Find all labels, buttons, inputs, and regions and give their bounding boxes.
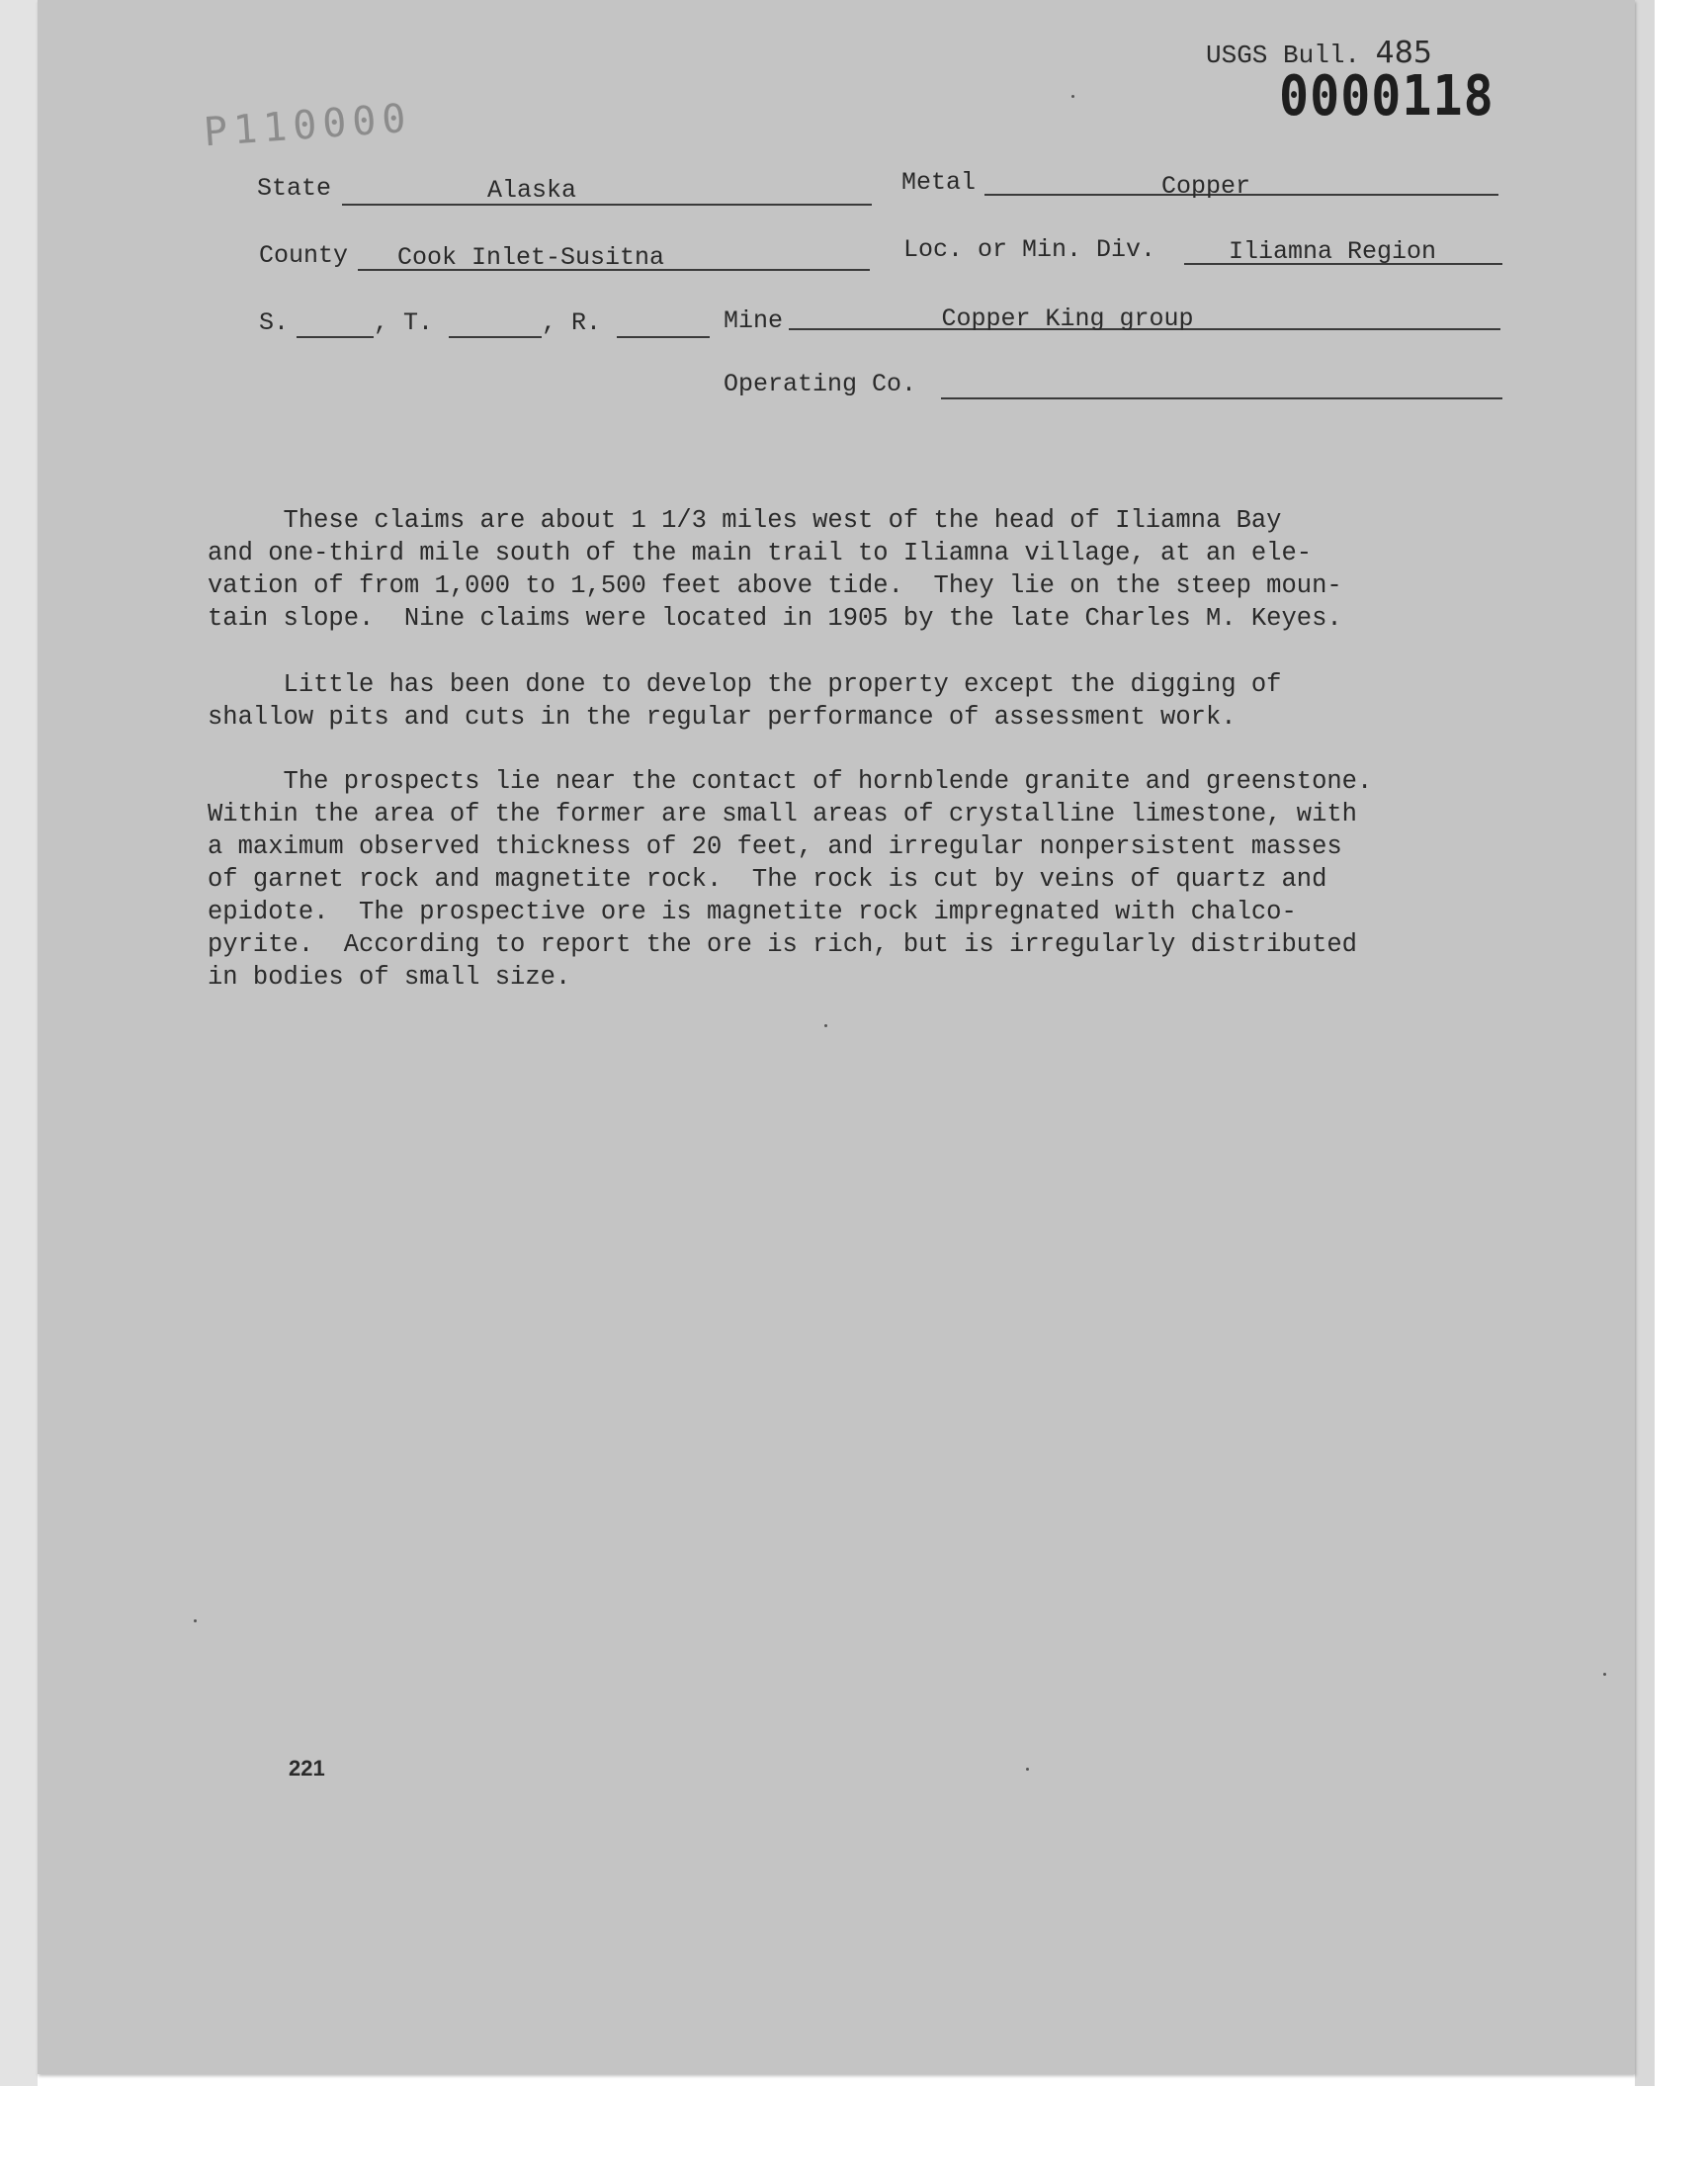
- county-value: Cook Inlet-Susitna: [396, 243, 665, 272]
- operating-co-underline: [941, 397, 1502, 399]
- bulletin-number: 485: [1375, 36, 1432, 70]
- faded-stamp: P110000: [202, 95, 413, 156]
- township-underline: [449, 336, 542, 338]
- mine-value: Copper King group: [941, 304, 1194, 333]
- paragraph-location: These claims are about 1 1/3 miles west of the head of Iliamna Bay and one-third mile south of the main trail to Iliamna village, at an ele- vation of from 1,000 to 1,500 feet above tide. They lie on the steep moun- tain slope. Nine claims were located in 1905 by the late Charles M. Keyes.: [208, 506, 1342, 633]
- paragraph-development: Little has been done to develop the property except the digging of shallow pits and cuts in the regular performance of assessment work.: [208, 670, 1282, 732]
- scan-speck: [194, 1619, 197, 1622]
- scan-speck: [824, 1024, 827, 1027]
- metal-label: Metal: [901, 168, 977, 197]
- scan-margin-right: [1635, 0, 1655, 2086]
- township-label: , T.: [374, 308, 434, 337]
- paragraph-geology: The prospects lie near the contact of hornblende granite and greenstone. Within the area of the former are small areas of crystalline limestone, with a maximum observed thickness of 20 feet, and irregular nonpersistent masses of garnet rock and magnetite rock. The rock is cut by veins of quartz and epidote. The prospective ore is magnetite rock impregnated with chalco- pyrite. According to report the ore is rich, but is irregularly distributed in bodies of small size.: [208, 767, 1373, 992]
- scan-margin-left: [0, 0, 38, 2086]
- scan-speck: [1071, 95, 1074, 98]
- metal-value: Copper: [1160, 172, 1250, 201]
- state-label: State: [257, 174, 332, 203]
- scan-speck: [1026, 1768, 1029, 1771]
- page-number: 221: [289, 1756, 325, 1781]
- scan-speck: [1603, 1673, 1606, 1676]
- section-label: S.: [259, 308, 290, 337]
- operating-co-label: Operating Co.: [724, 370, 917, 398]
- range-underline: [617, 336, 710, 338]
- record-stamp-number: 0000118: [1279, 63, 1494, 129]
- county-label: County: [259, 241, 349, 270]
- bulletin-label: USGS Bull.: [1206, 41, 1361, 70]
- state-value: Alaska: [486, 176, 576, 205]
- range-label: , R.: [542, 308, 602, 337]
- section-underline: [297, 336, 374, 338]
- loc-value: Iliamna Region: [1228, 237, 1437, 266]
- mine-label: Mine: [724, 306, 784, 335]
- loc-label: Loc. or Min. Div.: [903, 235, 1156, 264]
